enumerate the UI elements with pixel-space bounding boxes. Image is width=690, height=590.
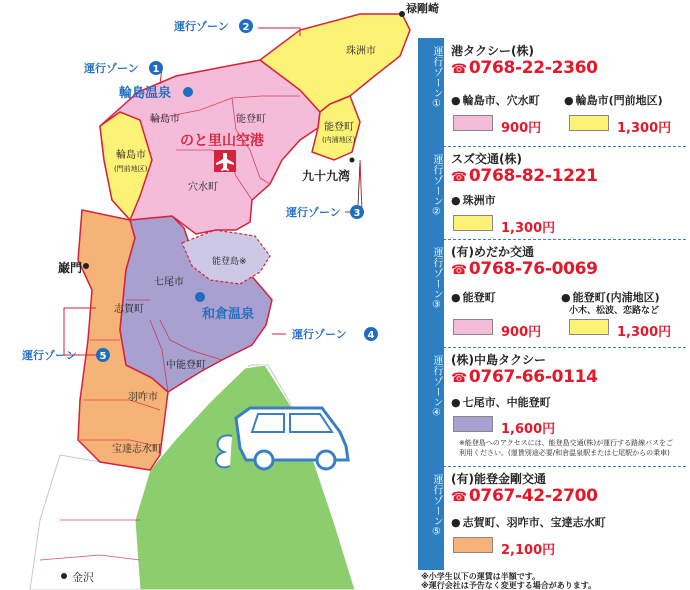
zone3-swatch-pink [453,319,493,335]
zone5-area-1: ● 志賀町、羽咋市、宝達志水町 [451,514,606,530]
place-noto-airport: のと里山空港 [180,133,264,149]
zone4-fare-1: 1,600円 [501,422,556,437]
zone2-company: スズ交通(株) [451,152,522,166]
wajima-onsen-dot [183,87,193,97]
rokugozaki-dot [399,11,405,17]
place-wakura-onsen: 和倉温泉 [202,307,255,322]
zone4-note-2: 利用ください。(運賃別途必要/和倉温泉駅または七尾駅からの乗車) [459,449,670,457]
zone3-company: (有)めだか交通 [451,245,534,259]
zone5-company: (有)能登金剛交通 [451,472,546,486]
place-nanao: 七尾市 [154,277,184,288]
place-kanazawa: 金沢 [72,571,94,584]
zone2-swatch-yellow [453,215,493,231]
taxi-info-panel [418,38,686,570]
zone3-swatch-yellow [569,319,609,335]
phone-icon: ☎ [451,62,467,77]
zone1-area-1: ● 輪島市、穴水町 [451,92,540,108]
zone5-tab: 運行ゾーン⑤ [418,466,444,570]
zone4-company: (株)中島タクシー [451,353,546,367]
zone4-number: 4 [367,330,375,341]
wakura-onsen-dot [195,292,205,302]
zone5-phone[interactable]: ☎ 0767-42-2700 [451,486,598,506]
zone5-number: 5 [99,351,107,362]
zone1-swatch-pink [453,115,493,131]
green-area [135,365,355,590]
zone4-phone[interactable]: ☎ 0767-66-0114 [451,367,598,387]
zone3-label: 運行ゾーン [286,206,341,219]
zone1-company: 港タクシー(株) [451,44,534,58]
phone-icon: ☎ [451,170,467,185]
place-noto-town: 能登町 [236,114,266,125]
place-rokugozaki: 禄剛崎 [406,2,439,15]
ganmon-dot [83,263,89,269]
zone2-section [418,146,686,240]
zone2-area-1: ● 珠洲市 [451,192,496,208]
place-noto-uchiura-sub: (内浦地区) [322,136,356,144]
zone4-area-1: ● 七尾市、中能登町 [451,394,551,410]
zone2-number: 2 [242,22,250,33]
airport-icon [214,150,236,172]
zone2-label: 運行ゾーン [174,20,229,33]
place-tsukumo: 九十九湾 [302,169,351,183]
place-hodatsushimizu: 宝達志水町 [112,444,162,455]
zone5-section [418,466,686,570]
zone2-phone[interactable]: ☎ 0768-82-1221 [451,166,598,186]
zone3-phone[interactable]: ☎ 0768-76-0069 [451,259,598,279]
zone1-swatch-yellow [569,115,609,131]
place-ganmon: 巌門 [58,261,83,275]
zone3-area-1: ● 能登町 [451,289,496,305]
place-wajima-monzen-sub: (門前地区) [114,165,148,173]
zone3-fare-1: 900円 [501,325,542,340]
footnote-2: ※運行会社は予告なく変更する場合があります。 [421,581,597,590]
zone1-number: 1 [152,64,160,75]
zone5-swatch-orange [453,537,493,553]
zone5-fare-1: 2,100円 [501,543,556,558]
place-hakui: 羽咋市 [128,392,158,403]
zone4-section [418,347,686,467]
place-noto-uchiura: 能登町 [324,122,354,133]
zone1-section [418,38,686,147]
place-notojima: 能登島※ [212,257,247,267]
zone4-note-1: ※能登島へのアクセスには、能登島交通(株)が運行する路線バスをご [459,439,674,447]
place-shika: 志賀町 [114,304,144,315]
zone1-phone[interactable]: ☎ 0768-22-2360 [451,58,598,78]
zone1-fare-2: 1,300円 [617,121,672,136]
place-anamizu: 穴水町 [188,182,218,193]
zone2-fare-1: 1,300円 [501,221,556,236]
footnotes [421,572,596,590]
zone1-label: 運行ゾーン [84,62,139,75]
place-nakanoto: 中能登町 [166,360,206,371]
tsukumo-dot [350,158,355,163]
kanazawa-dot [61,573,67,579]
place-wajima-onsen: 輪島温泉 [119,86,172,101]
place-suzu: 珠洲市 [346,46,376,57]
zone3-number: 3 [353,208,361,219]
zone2-tab: 運行ゾーン② [418,146,444,239]
zone5-label: 運行ゾーン [22,349,77,362]
place-wajima-city: 輪島市 [150,114,180,125]
zone1-tab: 運行ゾーン① [418,38,444,146]
footnote-1: ※小学生以下の運賃は半額です。 [421,572,541,581]
zone4-label: 運行ゾーン [292,328,347,341]
zone3-area-2: ● 能登町(内浦地区) [561,289,660,305]
zone4-tab: 運行ゾーン④ [418,347,444,466]
zone1-area-2: ● 輪島市(門前地区) [564,92,663,108]
zone3-area-sub: 小木、松波、恋路など [569,306,660,316]
zone3-fare-2: 1,300円 [617,325,672,340]
zone3-tab: 運行ゾーン③ [418,239,444,347]
zone4-swatch-purple [453,416,493,432]
phone-icon: ☎ [451,490,467,505]
phone-icon: ☎ [451,371,467,386]
zone3-section [418,239,686,348]
phone-icon: ☎ [451,263,467,278]
zone1-fare-1: 900円 [501,121,542,136]
place-wajima-monzen: 輪島市 [116,150,146,161]
